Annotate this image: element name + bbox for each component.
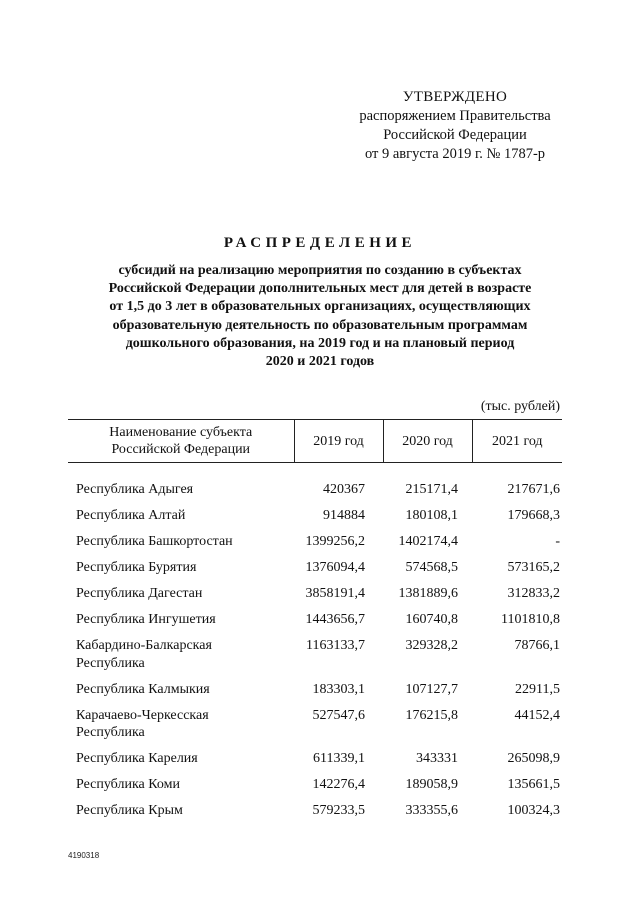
value-2021-cell: 179668,3	[507, 508, 560, 523]
value-2020-cell: 160740,8	[405, 612, 458, 627]
value-2021-cell: 217671,6	[507, 482, 560, 497]
region-name-line-1: Республика Коми	[76, 777, 180, 792]
table-row	[68, 773, 562, 799]
value-2020-cell: 189058,9	[405, 777, 458, 792]
subtitle-line-2: Российской Федерации дополнительных мест для детей в возрасте	[108, 281, 532, 297]
value-2021-cell: 44152,4	[514, 707, 560, 723]
region-name-cell	[68, 504, 294, 530]
region-name-line-1: Республика Ингушетия	[76, 612, 216, 627]
value-2019-cell: 420367	[323, 482, 365, 497]
value-2019-cell: 183303,1	[312, 681, 365, 697]
value-2020-cell: 1381889,6	[398, 586, 458, 601]
document-title: РАСПРЕДЕЛЕНИЕ	[223, 235, 417, 251]
approval-line-2: Российской Федерации	[383, 127, 527, 143]
value-2021-cell: 78766,1	[514, 638, 560, 653]
value-2021-cell: 573165,2	[507, 560, 560, 575]
table-row	[68, 582, 562, 608]
value-2019-cell: 1399256,2	[305, 534, 365, 549]
subtitle-line-5: дошкольного образования, на 2019 год и на плановый период	[125, 335, 515, 351]
header-year-2021: 2021 год	[472, 420, 562, 463]
subsidy-table-container	[68, 419, 562, 825]
value-2020-cell: 333355,6	[405, 803, 458, 818]
value-2019-cell: 1163133,7	[306, 638, 365, 653]
region-name-line-1: Республика Крым	[76, 803, 183, 818]
subtitle-line-4: образовательную деятельность по образовательным программам	[112, 317, 528, 333]
region-name-cell	[68, 608, 294, 634]
value-2020-cell: 215171,4	[405, 482, 458, 497]
table-row	[68, 556, 562, 582]
region-name-line-1: Республика Башкортостан	[76, 534, 233, 549]
value-2021-cell: 1101810,8	[501, 612, 560, 627]
table-row	[68, 504, 562, 530]
value-2019-cell: 579233,5	[312, 803, 365, 818]
table-spacer-row	[68, 463, 562, 479]
region-name-line-1: Республика Адыгея	[76, 482, 194, 497]
value-2021-cell: -	[555, 534, 560, 549]
value-2019-cell: 1443656,7	[305, 612, 365, 627]
value-2019-cell: 1376094,4	[305, 560, 365, 575]
region-name-cell	[68, 556, 294, 582]
region-name-cell	[68, 634, 294, 678]
table-row	[68, 747, 562, 773]
region-name-line-1: Республика Калмыкия	[76, 681, 210, 697]
value-2020-cell: 176215,8	[405, 707, 458, 723]
header-region-line-2: Российской Федерации	[111, 442, 251, 457]
region-name-cell	[68, 478, 294, 504]
value-2021-cell: 135661,5	[507, 777, 560, 792]
region-name-cell	[68, 773, 294, 799]
header-year-2019: 2019 год	[294, 420, 383, 463]
header-region-line-1: Наименование субъекта	[109, 425, 253, 440]
region-name-line-2: Республика	[76, 655, 145, 671]
subtitle-line-1: субсидий на реализацию мероприятия по созданию в субъектах	[118, 263, 522, 278]
approval-line-3: от 9 августа 2019 г. № 1787-р	[364, 146, 546, 162]
region-name-line-1: Республика Дагестан	[76, 586, 203, 601]
table-header-row	[68, 420, 562, 463]
value-2020-cell: 329328,2	[405, 638, 458, 653]
document-subtitle	[70, 262, 570, 371]
region-name-cell	[68, 678, 294, 704]
value-2021-cell: 265098,9	[507, 751, 560, 766]
footer-document-code: 4190318	[68, 851, 100, 860]
region-name-line-2: Республика	[76, 725, 145, 740]
table-row	[68, 634, 562, 678]
subsidy-table	[68, 419, 562, 825]
region-name-line-1: Республика Бурятия	[76, 560, 197, 575]
approval-line-1: распоряжением Правительства	[359, 108, 551, 124]
value-2020-cell: 180108,1	[405, 508, 458, 523]
value-2020-cell: 107127,7	[405, 681, 458, 697]
table-row	[68, 678, 562, 704]
subtitle-line-3: от 1,5 до 3 лет в образовательных организациях, осуществляющих	[109, 299, 531, 315]
table-row	[68, 799, 562, 825]
table-row	[68, 478, 562, 504]
value-2019-cell: 611339,1	[313, 751, 365, 766]
header-region-name	[68, 420, 294, 463]
value-2020-cell: 1402174,4	[398, 534, 458, 549]
table-row	[68, 608, 562, 634]
value-2019-cell: 3858191,4	[305, 586, 365, 601]
units-note: (тыс. рублей)	[480, 399, 560, 414]
value-2019-cell: 914884	[323, 508, 365, 523]
region-name-cell	[68, 704, 294, 748]
value-2020-cell: 343331	[416, 751, 458, 766]
region-name-line-1: Кабардино-Балкарская	[76, 638, 212, 653]
region-name-line-1: Республика Карелия	[76, 751, 198, 766]
table-row	[68, 704, 562, 748]
value-2021-cell: 22911,5	[515, 681, 560, 697]
region-name-cell	[68, 582, 294, 608]
region-name-cell	[68, 799, 294, 825]
table-row	[68, 530, 562, 556]
approval-stamp	[340, 88, 570, 164]
region-name-line-1: Республика Алтай	[76, 508, 186, 523]
region-name-cell	[68, 747, 294, 773]
region-name-line-1: Карачаево-Черкесская	[76, 707, 209, 723]
approval-heading: УТВЕРЖДЕНО	[402, 89, 508, 105]
value-2019-cell: 527547,6	[312, 707, 365, 723]
region-name-cell	[68, 530, 294, 556]
value-2020-cell: 574568,5	[405, 560, 458, 575]
header-year-2020: 2020 год	[383, 420, 472, 463]
value-2021-cell: 312833,2	[507, 586, 560, 601]
value-2021-cell: 100324,3	[507, 803, 560, 818]
subtitle-line-6: 2020 и 2021 годов	[265, 354, 375, 370]
value-2019-cell: 142276,4	[312, 777, 365, 792]
